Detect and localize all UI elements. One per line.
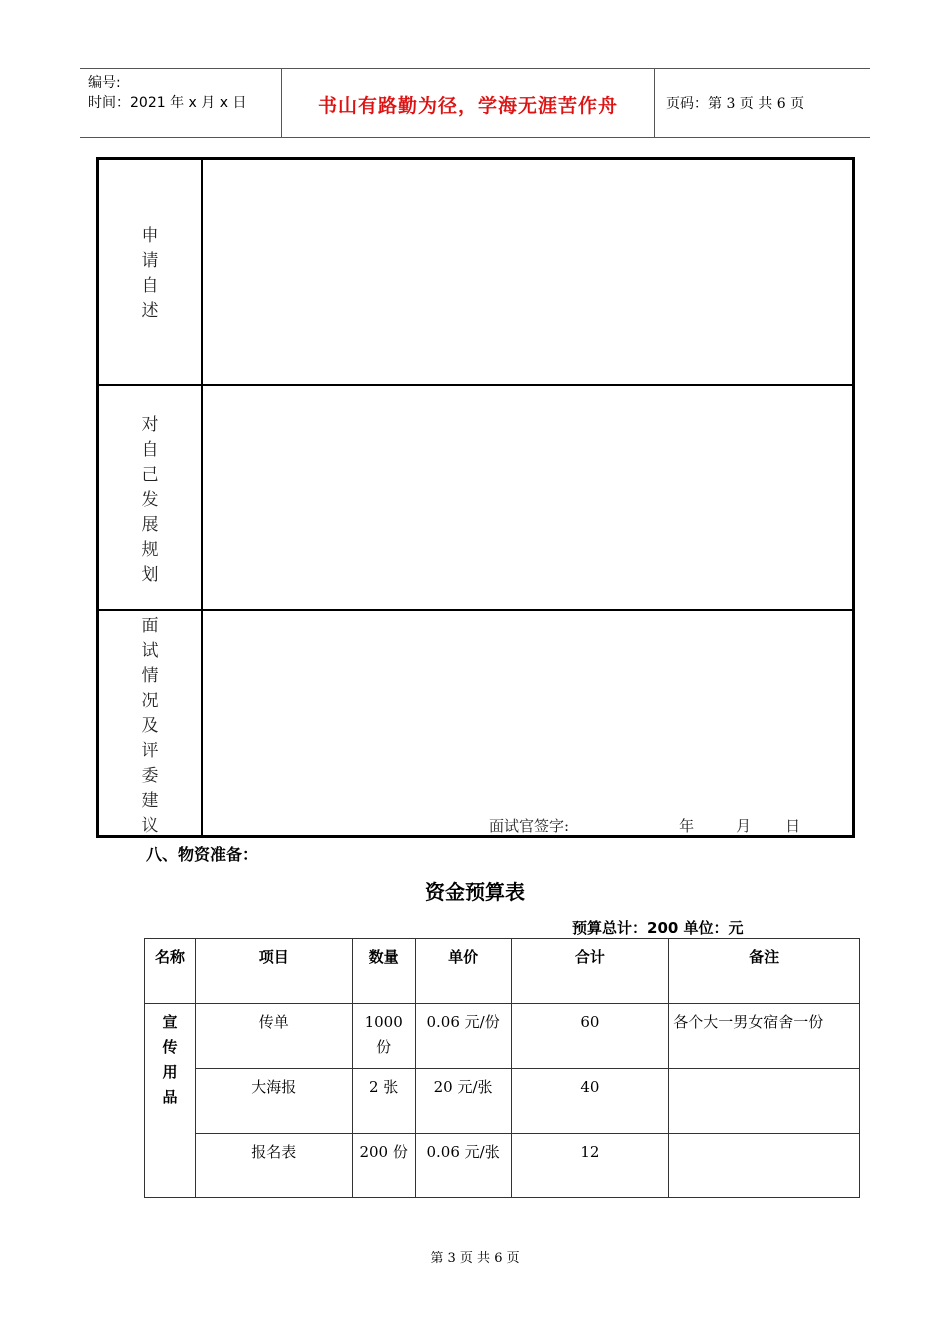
header-meta (88, 73, 246, 113)
note-cell: 各个大一男女宿舍一份 (669, 1004, 860, 1069)
total-cell: 60 (511, 1004, 669, 1069)
header-name: 名称 (145, 939, 196, 1004)
table-header-row (145, 939, 860, 1004)
header-note: 备注 (669, 939, 860, 1004)
note-cell (669, 1069, 860, 1134)
price-cell: 0.06 元/张 (415, 1134, 511, 1198)
budget-total: 预算总计：200 单位：元 (572, 919, 744, 937)
section-title: 八、物资准备： (146, 845, 259, 864)
header-divider (654, 69, 655, 137)
header-motto: 书山有路勤为径，学海无涯苦作舟 (317, 95, 618, 117)
price-cell: 20 元/张 (415, 1069, 511, 1134)
table-row (145, 1134, 860, 1198)
serial-label: 编号: (88, 75, 121, 91)
item-cell: 报名表 (195, 1134, 352, 1198)
page-header (80, 68, 870, 138)
note-cell (669, 1134, 860, 1198)
category-cell: 宣 传 用 品 (145, 1004, 196, 1198)
qty-cell: 2 张 (352, 1069, 415, 1134)
signature-row (489, 815, 800, 836)
table-row (145, 1069, 860, 1134)
application-form (96, 157, 855, 838)
header-page-info: 页码：第 3 页 共 6 页 (666, 96, 805, 112)
development-plan-label: 对 自 己 发 展 规 划 (141, 415, 159, 585)
total-cell: 12 (511, 1134, 669, 1198)
interview-notes-label: 面 试 情 况 及 评 委 建 议 (141, 616, 159, 836)
form-row-divider (99, 384, 852, 386)
year-label: 年 (679, 817, 695, 835)
qty-cell: 200 份 (352, 1134, 415, 1198)
header-qty: 数量 (352, 939, 415, 1004)
qty-cell: 1000 份 (352, 1004, 415, 1069)
day-label: 日 (785, 817, 801, 835)
budget-table (144, 938, 860, 1198)
table-row (145, 1004, 860, 1069)
month-label: 月 (736, 817, 752, 835)
item-cell: 大海报 (195, 1069, 352, 1134)
item-cell: 传单 (195, 1004, 352, 1069)
header-price: 单价 (415, 939, 511, 1004)
time-label: 时间：2021 年 x 月 x 日 (88, 95, 247, 111)
price-cell: 0.06 元/份 (415, 1004, 511, 1069)
form-column-divider (201, 160, 203, 835)
page-footer: 第 3 页 共 6 页 (430, 1251, 520, 1266)
header-item: 项目 (195, 939, 352, 1004)
signature-label: 面试官签字: (489, 817, 570, 835)
form-row-divider (99, 609, 852, 611)
total-cell: 40 (511, 1069, 669, 1134)
self-statement-label: 申 请 自 述 (141, 226, 159, 321)
budget-title: 资金预算表 (425, 880, 525, 904)
header-total: 合计 (511, 939, 669, 1004)
